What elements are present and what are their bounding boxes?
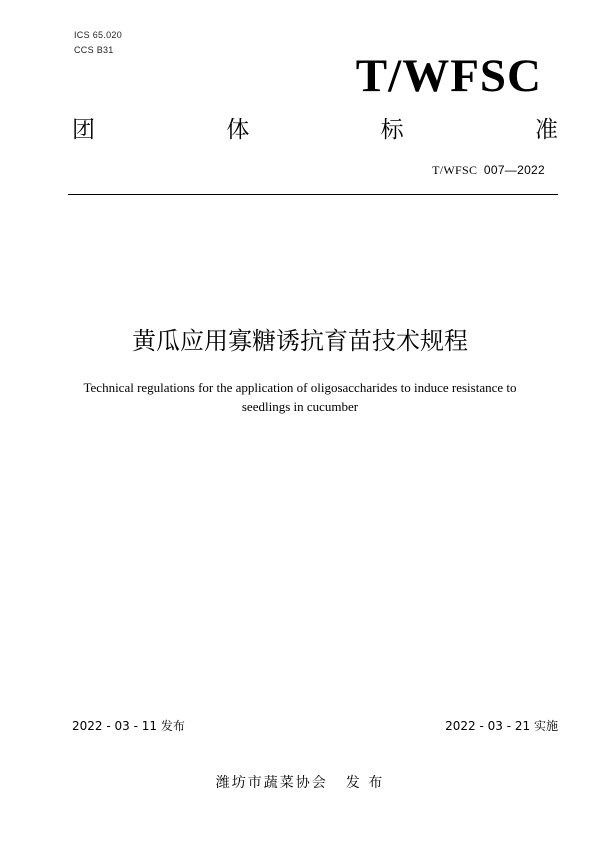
implementation-date-label: 实施 xyxy=(533,719,558,733)
standard-type-char: 准 xyxy=(534,117,558,143)
standard-number xyxy=(432,163,545,178)
header-divider xyxy=(68,194,558,195)
standard-type-char: 团 xyxy=(72,117,95,143)
chinese-title: 黄瓜应用寡糖诱抗育苗技术规程 xyxy=(132,327,468,355)
ccs-code: CCS B31 xyxy=(74,45,114,55)
issue-date-value: 2022 - 03 - 11 xyxy=(72,719,157,733)
implementation-date xyxy=(445,717,558,734)
standard-number-value: 007—2022 xyxy=(483,163,545,177)
issue-date-label: 发布 xyxy=(160,719,185,733)
publisher-name: 潍坊市蔬菜协会 xyxy=(215,775,328,791)
standard-type-char: 体 xyxy=(226,117,250,143)
standard-type-char: 标 xyxy=(380,117,404,143)
publisher-action: 发 布 xyxy=(345,775,385,791)
issue-date xyxy=(72,717,185,734)
standard-type xyxy=(72,114,558,146)
implementation-date-value: 2022 - 03 - 21 xyxy=(445,719,531,733)
standard-number-prefix: T/WFSC xyxy=(432,163,478,177)
organization-code: T/WFSC xyxy=(355,50,542,102)
ics-code: ICS 65.020 xyxy=(74,30,123,40)
publisher xyxy=(0,772,600,792)
english-title: Technical regulations for the application of oligosaccharides to induce resistance to seedlings in cucumber xyxy=(83,380,517,414)
